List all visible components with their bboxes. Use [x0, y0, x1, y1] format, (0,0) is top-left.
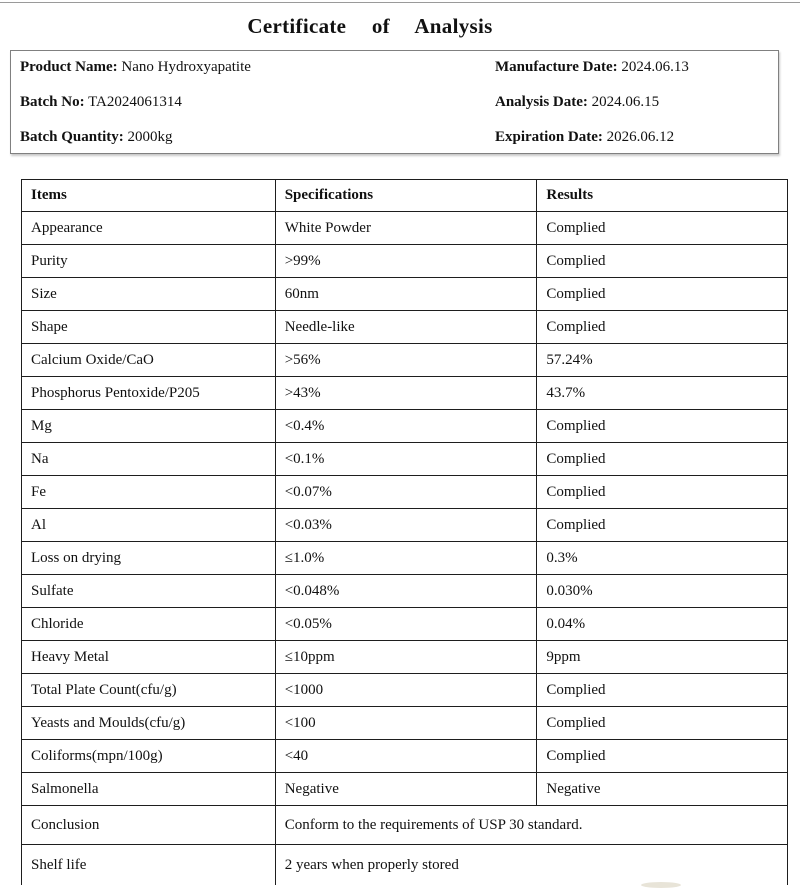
table-row	[22, 377, 788, 410]
table-row	[22, 212, 788, 245]
item-result: Complied	[537, 443, 788, 476]
manufacture-date-value: 2024.06.13	[621, 59, 689, 75]
header-results: Results	[537, 180, 788, 212]
table-header-row	[22, 180, 788, 212]
item-specification: <40	[275, 740, 537, 773]
batch-no-value: TA2024061314	[88, 94, 182, 110]
conclusion-label: Conclusion	[22, 806, 276, 845]
item-specification: >56%	[275, 344, 537, 377]
item-result: Complied	[537, 212, 788, 245]
expiration-date-label: Expiration Date:	[495, 129, 603, 145]
table-row	[22, 476, 788, 509]
item-result: 0.3%	[537, 542, 788, 575]
page-title: Certificate of Analysis	[247, 14, 493, 38]
item-result: Complied	[537, 674, 788, 707]
item-name: Coliforms(mpn/100g)	[22, 740, 276, 773]
item-name: Purity	[22, 245, 276, 278]
table-row	[22, 410, 788, 443]
manufacture-date-label: Manufacture Date:	[495, 59, 618, 75]
analysis-date-value: 2024.06.15	[591, 94, 660, 110]
item-result: Complied	[537, 707, 788, 740]
item-specification: ≤10ppm	[275, 641, 537, 674]
analysis-table	[21, 179, 788, 885]
item-result: Complied	[537, 740, 788, 773]
item-name: Yeasts and Moulds(cfu/g)	[22, 707, 276, 740]
header-items: Items	[22, 180, 276, 212]
expiration-date-value: 2026.06.12	[606, 129, 675, 145]
item-result: Complied	[537, 476, 788, 509]
item-name: Al	[22, 509, 276, 542]
batch-quantity-value: 2000kg	[127, 129, 173, 145]
item-specification: <0.048%	[275, 575, 537, 608]
shelf-life-label: Shelf life	[22, 845, 276, 886]
table-row	[22, 575, 788, 608]
item-result: Complied	[537, 509, 788, 542]
table-row	[22, 542, 788, 575]
item-specification: Needle-like	[275, 311, 537, 344]
item-result: 0.030%	[537, 575, 788, 608]
batch-quantity-label: Batch Quantity:	[20, 129, 124, 145]
table-row	[22, 245, 788, 278]
item-result: Complied	[537, 278, 788, 311]
table-row	[22, 278, 788, 311]
item-specification: ≤1.0%	[275, 542, 537, 575]
conclusion-row	[22, 806, 788, 845]
item-result: 57.24%	[537, 344, 788, 377]
item-name: Size	[22, 278, 276, 311]
table-row	[22, 674, 788, 707]
item-specification: White Powder	[275, 212, 537, 245]
table-row	[22, 344, 788, 377]
analysis-date-field	[495, 94, 659, 111]
item-specification: 60nm	[275, 278, 537, 311]
manufacture-date-field	[495, 59, 689, 76]
item-name: Heavy Metal	[22, 641, 276, 674]
item-name: Chloride	[22, 608, 276, 641]
item-specification: <0.4%	[275, 410, 537, 443]
item-name: Fe	[22, 476, 276, 509]
analysis-date-label: Analysis Date:	[495, 94, 588, 110]
item-name: Mg	[22, 410, 276, 443]
item-result: 43.7%	[537, 377, 788, 410]
item-name: Phosphorus Pentoxide/P205	[22, 377, 276, 410]
product-name-field	[20, 59, 251, 76]
shelf-life-row	[22, 845, 788, 886]
item-specification: <0.05%	[275, 608, 537, 641]
item-result: Complied	[537, 410, 788, 443]
item-result: Complied	[537, 245, 788, 278]
item-specification: >99%	[275, 245, 537, 278]
batch-quantity-field	[20, 129, 173, 146]
expiration-date-field	[495, 129, 674, 146]
product-name-label: Product Name:	[20, 59, 118, 75]
item-name: Calcium Oxide/CaO	[22, 344, 276, 377]
scan-smudge	[641, 882, 681, 888]
item-result: 9ppm	[537, 641, 788, 674]
shelf-life-value: 2 years when properly stored	[275, 845, 787, 886]
item-name: Sulfate	[22, 575, 276, 608]
item-name: Total Plate Count(cfu/g)	[22, 674, 276, 707]
item-specification: <0.07%	[275, 476, 537, 509]
item-result: Negative	[537, 773, 788, 806]
item-name: Appearance	[22, 212, 276, 245]
item-specification: Negative	[275, 773, 537, 806]
product-info-box	[10, 50, 779, 154]
table-row	[22, 608, 788, 641]
top-rule	[0, 2, 800, 3]
item-specification: <0.03%	[275, 509, 537, 542]
item-specification: >43%	[275, 377, 537, 410]
item-specification: <0.1%	[275, 443, 537, 476]
table-row	[22, 443, 788, 476]
conclusion-value: Conform to the requirements of USP 30 standard.	[275, 806, 787, 845]
item-name: Shape	[22, 311, 276, 344]
item-name: Salmonella	[22, 773, 276, 806]
table-row	[22, 641, 788, 674]
batch-no-field	[20, 94, 182, 111]
item-specification: <1000	[275, 674, 537, 707]
item-result: 0.04%	[537, 608, 788, 641]
item-name: Na	[22, 443, 276, 476]
header-specifications: Specifications	[275, 180, 537, 212]
table-row	[22, 707, 788, 740]
table-row	[22, 509, 788, 542]
table-row	[22, 773, 788, 806]
item-result: Complied	[537, 311, 788, 344]
item-specification: <100	[275, 707, 537, 740]
table-row	[22, 311, 788, 344]
batch-no-label: Batch No:	[20, 94, 85, 110]
table-row	[22, 740, 788, 773]
item-name: Loss on drying	[22, 542, 276, 575]
product-name-value: Nano Hydroxyapatite	[121, 59, 251, 75]
